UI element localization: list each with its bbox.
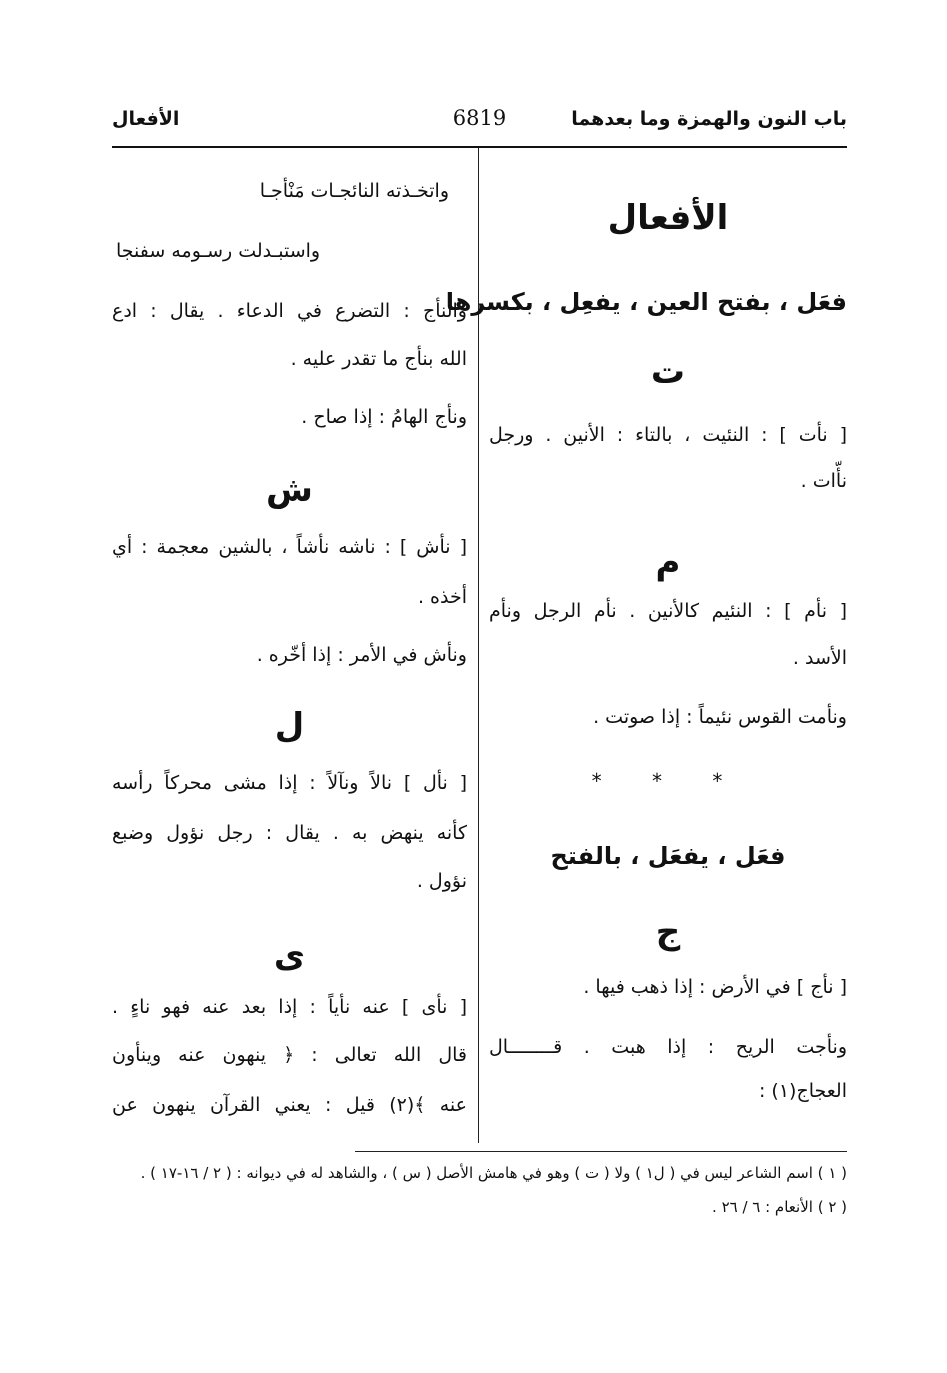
entry-naat-line2: نأّات . (800, 470, 847, 492)
footnote-rule (355, 1151, 847, 1152)
entry-naay-line2: قال الله تعالى : ﴿ ينهون عنه وينأون (112, 1044, 467, 1066)
footnote-2: ( ٢ ) الأنعام : ٦ / ٢٦ . (712, 1198, 847, 1216)
header-rule (112, 146, 847, 148)
letter-heading-y: ى (273, 936, 306, 976)
verse-line-1: واتخـذته النائجـات مَنْأجـا (259, 180, 449, 202)
entry-naal-line1: [ نأل ] نالاً ونآلاً : إذا مشى محركاً رأسه (112, 772, 467, 794)
section-heading: الأفعال (607, 198, 729, 238)
entry-naam-line1: [ نأم ] : النئيم كالأنين . نأم الرجل ونأم (489, 600, 847, 622)
entry-naaj: [ نأج ] في الأرض : إذا ذهب فيها . (583, 976, 847, 998)
section-title: الأفعال (112, 108, 180, 130)
entry-naam-line2: الأسد . (792, 647, 847, 669)
entry-naajat-line1: ونأجت الريح : إذا هبت . قــــــــال (489, 1036, 847, 1058)
letter-heading-m: م (655, 542, 681, 582)
separator-stars: * * * (591, 769, 745, 793)
entry-naal-line2: كأنه ينهض به . يقال : رجل نؤول وضبع (112, 822, 467, 844)
entry-naamat: ونأمت القوس نئيماً : إذا صوتت . (593, 706, 847, 728)
page-header (112, 108, 847, 142)
entry-naash-line2: أخذه . (417, 586, 467, 608)
entry-naash-line1: [ نأش ] : ناشه نأشاً ، بالشين معجمة : أي (112, 536, 467, 558)
entry-naajat-line2: العجاج(١) : (758, 1080, 847, 1102)
entry-naaj2-line1: والنأج : التضرع في الدعاء . يقال : ادع (112, 300, 467, 322)
footnote-1: ( ١ ) اسم الشاعر ليس في ( ل١ ) ولا ( ت ) وهو في هامش الأصل ( س ) ، والشاهد له في ديوانه : ( ٢ / ١٦-١٧ ) . (140, 1164, 847, 1182)
form-heading-1: فعَل ، بفتح العين ، يفعِل ، بكسرها (445, 288, 847, 316)
letter-heading-l: ل (274, 706, 305, 746)
letter-heading-sh: ش (266, 470, 313, 510)
verse-line-2: واستبـدلت رسـومه سفنجا (116, 240, 321, 262)
form-heading-2: فعَل ، يفعَل ، بالفتح (550, 842, 786, 870)
chapter-title: باب النون والهمزة وما بعدهما (571, 108, 847, 130)
page-number: 6819 (452, 106, 507, 130)
letter-heading-t: ت (650, 352, 686, 392)
entry-naash2: ونأش في الأمر : إذا أخّره . (256, 644, 467, 666)
entry-naat-line1: [ نأت ] : النئيت ، بالتاء : الأنين . ورجل (489, 424, 847, 446)
entry-naaj2-line2: الله بنأج ما تقدر عليه . (290, 348, 467, 370)
entry-naay-line1: [ نأى ] عنه نأياً : إذا بعد عنه فهو ناءٍ . (112, 996, 467, 1018)
entry-naay-line3: عنه ﴾(٢) قيل : يعني القرآن ينهون عن (112, 1094, 468, 1116)
entry-naal-line3: نؤول . (416, 870, 467, 892)
entry-naaj-ham: ونأج الهامُ : إذا صاح . (301, 406, 467, 428)
letter-heading-j: ج (655, 912, 681, 952)
